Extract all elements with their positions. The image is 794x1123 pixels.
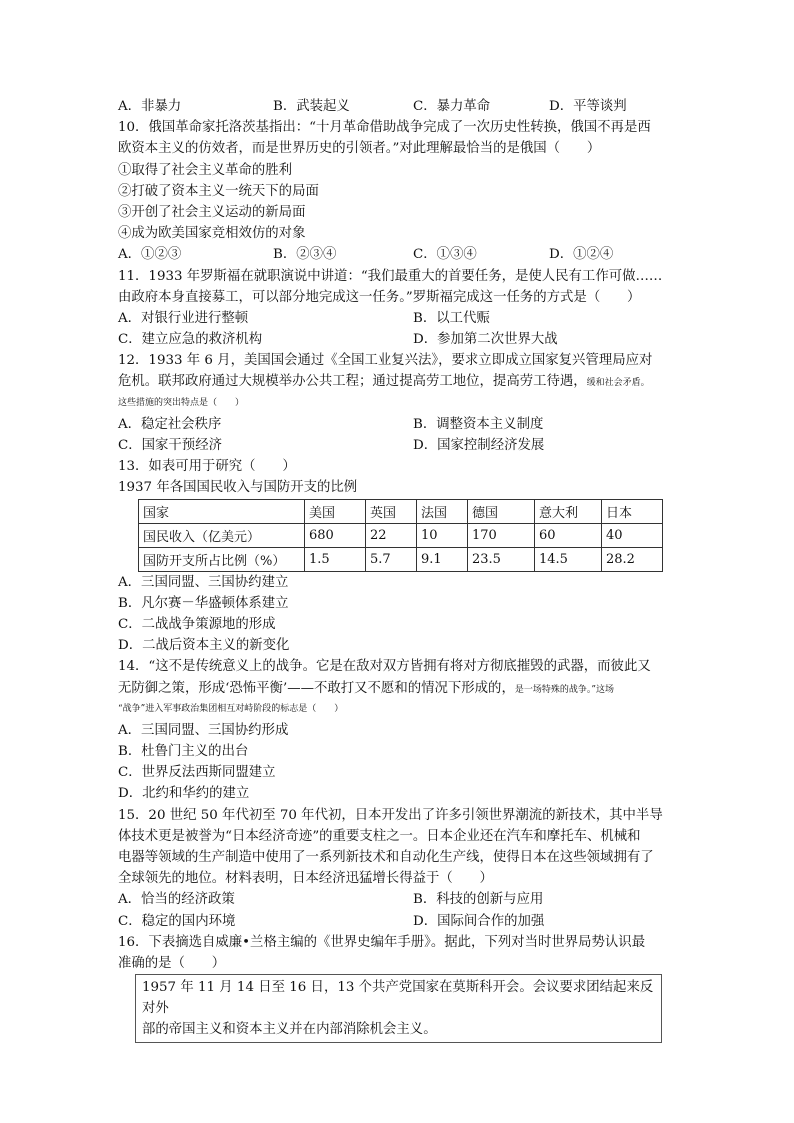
q11-option-a[interactable]: A．对银行业进行整顿 [118, 310, 249, 326]
q16-quote-box [135, 974, 662, 1043]
q12-option-b[interactable]: B．调整资本主义制度 [413, 416, 544, 432]
q10-stem-line-2: 欧资本主义的仿效者，而是世界历史的引领者。”对此理解最恰当的是俄国（ ） [118, 141, 601, 157]
q11-options-row-1 [118, 308, 678, 329]
table-header-cell: 国家 [139, 499, 305, 523]
table-header-cell: 德国 [468, 499, 535, 523]
q15-option-d[interactable]: D．国际间合作的加强 [413, 913, 545, 929]
q15-stem-line-3: 电器等领域的生产制造中使用了一系列新技术和自动化生产线，使得日本在这些领域拥有了 [118, 850, 654, 865]
q9-option-b[interactable]: B．武装起义 [273, 99, 350, 114]
q14-option-a[interactable]: A．三国同盟、三国协约形成 [118, 722, 289, 738]
q13-table [138, 499, 663, 572]
table-header-cell: 意大利 [535, 499, 602, 523]
q10-stem-line-1: 10．俄国革命家托洛茨基指出：“十月革命借助战争完成了一次历史性转换，俄国不再是西 [118, 120, 651, 136]
q15-stem-line-4: 全球领先的地位。材料表明，日本经济迅猛增长得益于（ ） [118, 871, 493, 887]
q12-stem-line-2 [118, 371, 678, 392]
q14-stem-line-1: 14．“这不是传统意义上的战争。它是在敌对双方皆拥有将对方彻底摧毁的武器，而彼此又 [118, 659, 651, 675]
q13-option-d[interactable]: D．二战后资本主义的新变化 [118, 638, 290, 654]
table-cell: 28.2 [602, 547, 663, 571]
q10-item-4: ④成为欧美国家竞相效仿的对象 [118, 226, 306, 242]
q12-option-a[interactable]: A．稳定社会秩序 [118, 416, 222, 432]
q14-stem-line-2 [118, 678, 678, 699]
q15-stem-line-1: 15．20 世纪 50 年代初至 70 年代初，日本开发出了许多引领世界潮流的新技术，其中半导 [118, 807, 663, 823]
table-header-cell: 法国 [417, 499, 468, 523]
table-cell: 22 [366, 523, 417, 547]
table-cell: 680 [305, 523, 366, 547]
table-cell: 23.5 [468, 547, 535, 571]
table-cell: 60 [535, 523, 602, 547]
q14-option-d[interactable]: D．北约和华约的建立 [118, 786, 250, 802]
q10-item-1: ①取得了社会主义革命的胜利 [118, 162, 293, 178]
q14-stem-line-2-small: 是一场特殊的战争。”这场 [514, 684, 614, 695]
q9-option-c[interactable]: C．暴力革命 [413, 99, 491, 114]
q11-stem-line-1: 11．1933 年罗斯福在就职演说中讲道：“我们最重大的首要任务，是使人民有工作可做…… [118, 268, 663, 284]
q11-option-d[interactable]: D．参加第二次世界大战 [413, 332, 558, 348]
q15-stem-line-2: 体技术更是被誉为“日本经济奇迹”的重要支柱之一。日本企业还在汽车和摩托车、机械和 [118, 828, 641, 844]
q13-option-c[interactable]: C．二战战争策源地的形成 [118, 616, 276, 632]
q13-table-title: 1937 年各国国民收入与国防开支的比例 [118, 480, 358, 496]
q12-option-d[interactable]: D．国家控制经济发展 [413, 438, 545, 453]
table-cell: 10 [417, 523, 468, 547]
q12-stem-line-2-small: 缓和社会矛盾。 [586, 378, 650, 389]
table-cell: 170 [468, 523, 535, 547]
q10-option-b[interactable]: B．②③④ [273, 247, 337, 263]
table-header-cell: 美国 [305, 499, 366, 523]
q10-option-d[interactable]: D．①②④ [549, 247, 614, 263]
q15-option-a[interactable]: A．恰当的经济政策 [118, 892, 235, 908]
table-row [139, 547, 663, 571]
q12-option-c[interactable]: C．国家干预经济 [118, 438, 222, 453]
q14-option-c[interactable]: C．世界反法西斯同盟建立 [118, 765, 276, 781]
q12-stem-line-2-main: 危机。联邦政府通过大规模举办公共工程；通过提高劳工地位，提高劳工待遇， [118, 374, 587, 390]
q12-options-row-1 [118, 414, 678, 435]
q16-stem-line-1: 16．下表摘选自威廉•兰格主编的《世界史编年手册》。据此，下列对当时世界局势认识最 [118, 934, 646, 950]
q13-stem: 13．如表可用于研究（ ） [118, 459, 296, 475]
q10-item-3: ③开创了社会主义运动的新局面 [118, 204, 306, 220]
q10-option-c[interactable]: C．①③④ [413, 247, 477, 263]
table-cell: 国民收入（亿美元） [139, 523, 305, 547]
q10-options [118, 244, 678, 265]
q11-stem-line-2: 由政府本身直接募工，可以部分地完成这一任务。”罗斯福完成这一任务的方式是（ ） [118, 289, 641, 305]
q15-options-row-1 [118, 889, 678, 910]
q15-options-row-2 [118, 911, 678, 932]
q16-quote-line-1: 1957 年 11 月 14 日至 16 日，13 个共产党国家在莫斯科开会。会议要求团结起来反对外 [142, 980, 654, 1017]
q9-options [118, 96, 678, 117]
table-cell: 1.5 [305, 547, 366, 571]
q12-stem-line-3: 这些措施的突出特点是（ ） [118, 397, 245, 408]
q12-stem-line-1: 12．1933 年 6 月，美国国会通过《全国工业复兴法》，要求立即成立国家复兴管理局应对 [118, 353, 653, 369]
q12-options-row-2 [118, 435, 678, 456]
table-header-cell: 英国 [366, 499, 417, 523]
table-cell: 14.5 [535, 547, 602, 571]
table-header-row [139, 499, 663, 523]
q14-stem-line-3: “战争”进入军事政治集团相互对峙阶段的标志是（ ） [118, 703, 344, 714]
q10-option-a[interactable]: A．①②③ [118, 247, 182, 263]
q11-option-b[interactable]: B．以工代赈 [413, 310, 490, 326]
exam-page [118, 96, 678, 1043]
table-cell: 国防开支所占比例（%） [139, 547, 305, 571]
q10-item-2: ②打破了资本主义一统天下的局面 [118, 183, 319, 199]
table-row [139, 523, 663, 547]
table-cell: 9.1 [417, 547, 468, 571]
q9-option-a[interactable]: A．非暴力 [118, 99, 182, 114]
q16-quote-line-2: 部的帝国主义和资本主义并在内部消除机会主义。 [142, 1022, 437, 1038]
q14-stem-line-2-main: 无防御之策，形成‘恐怖平衡’——不敢打又不愿和的情况下形成的， [118, 680, 515, 696]
q14-option-b[interactable]: B．杜鲁门主义的出台 [118, 744, 249, 760]
table-header-cell: 日本 [602, 499, 663, 523]
q13-option-b[interactable]: B．凡尔赛－华盛顿体系建立 [118, 595, 289, 611]
table-cell: 40 [602, 523, 663, 547]
q15-option-c[interactable]: C．稳定的国内环境 [118, 913, 236, 929]
q11-options-row-2 [118, 329, 678, 350]
q16-stem-line-2: 准确的是（ ） [118, 955, 226, 971]
q13-option-a[interactable]: A．三国同盟、三国协约建立 [118, 574, 289, 590]
q9-option-d[interactable]: D．平等谈判 [549, 99, 627, 114]
q11-option-c[interactable]: C．建立应急的救济机构 [118, 332, 263, 348]
table-cell: 5.7 [366, 547, 417, 571]
q15-option-b[interactable]: B．科技的创新与应用 [413, 892, 544, 908]
